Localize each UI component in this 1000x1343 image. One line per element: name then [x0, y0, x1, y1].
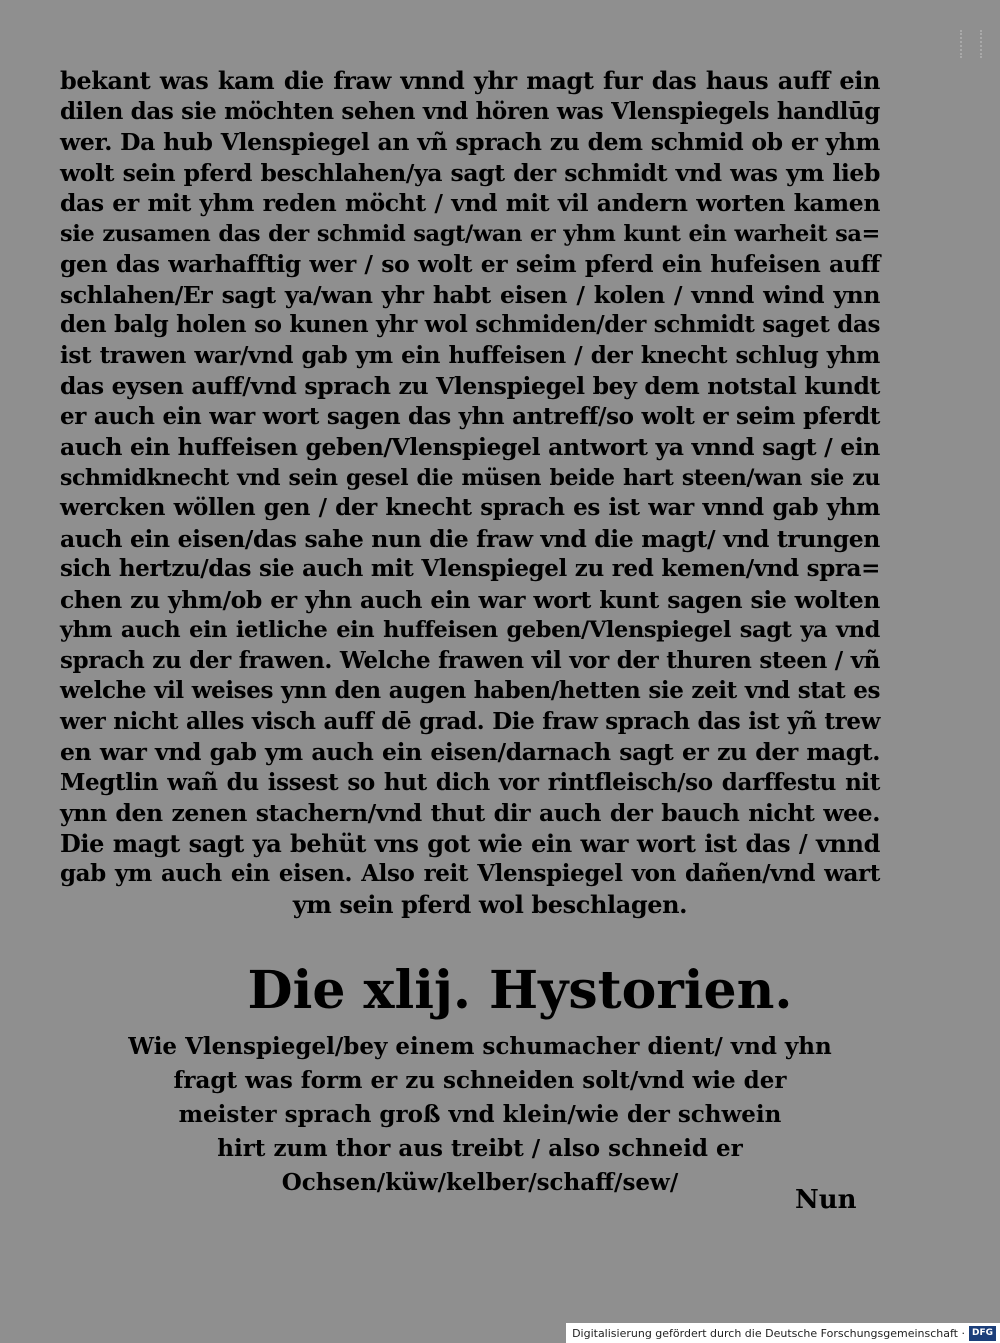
- footer-credit: Digitalisierung gefördert durch die Deutsche Forschungsgemeinschaft ·: [572, 1326, 965, 1340]
- digitization-footer: [566, 1323, 1000, 1343]
- summary-line: Wie Vlenspiegel/bey einem schumacher dient/ vnd yhn: [128, 1033, 832, 1060]
- text-line: sich hertzu/das sie auch mit Vlenspiegel zu red kemen/vnd spra=: [60, 555, 880, 582]
- chapter-heading: Die xlij. Hystorien.: [247, 960, 793, 1021]
- text-line: ynn den zenen stachern/vnd thut dir auch der bauch nicht wee.: [60, 799, 880, 827]
- text-line: er auch ein war wort sagen das yhn antreff/so wolt er seim pferdt: [60, 402, 880, 430]
- summary-line: Ochsen/küw/kelber/schaff/sew/: [281, 1169, 679, 1196]
- text-line: wercken wöllen gen / der knecht sprach es ist war vnnd gab yhm: [60, 494, 880, 521]
- text-line: gen das warhafftig wer / so wolt er seim pferd ein hufeisen auff: [60, 250, 880, 278]
- text-line: ist trawen war/vnd gab ym ein huffeisen / der knecht schlug yhm: [60, 341, 880, 369]
- summary-line: meister sprach groß vnd klein/wie der schwein: [178, 1101, 782, 1128]
- text-line: das eysen auff/vnd sprach zu Vlenspiegel bey dem notstal kundt: [60, 372, 880, 400]
- text-line: Megtlin wañ du issest so hut dich vor rintfleisch/so darffestu nit: [60, 768, 880, 796]
- text-line: bekant was kam die fraw vnnd yhr magt fur das haus auff ein: [60, 66, 880, 95]
- summary-line: fragt was form er zu schneiden solt/vnd wie der: [173, 1067, 787, 1094]
- text-line: wer nicht alles visch auff dē grad. Die fraw sprach das ist yñ trew: [60, 707, 880, 735]
- text-line: welche vil weises ynn den augen haben/hetten sie zeit vnd stat es: [60, 677, 880, 704]
- chapter-summary: [100, 1030, 860, 1200]
- dfg-logo-icon: DFG: [969, 1326, 996, 1341]
- text-line: Die magt sagt ya behüt vns got wie ein war wort ist das / vnnd: [60, 828, 880, 858]
- text-line: schmidknecht vnd sein gesel die müsen beide hart steen/wan sie zu: [60, 464, 880, 491]
- text-line: auch ein eisen/das sahe nun die fraw vnd die magt/ vnd trungen: [60, 524, 880, 553]
- text-line: sprach zu der frawen. Welche frawen vil vor der thuren steen / vñ: [60, 646, 880, 674]
- text-line: chen zu yhm/ob er yhn auch ein war wort kunt sagen sie wolten: [60, 585, 880, 614]
- text-line: dilen das sie möchten sehen vnd hören was Vlenspiegels handlūg: [60, 97, 880, 125]
- text-line: gab ym auch ein eisen. Also reit Vlenspiegel von dañen/vnd wart: [60, 860, 880, 887]
- text-line: wolt sein pferd beschlahen/ya sagt der schmidt vnd was ym lieb: [60, 158, 880, 187]
- text-line: das er mit yhm reden möcht / vnd mit vil andern worten kamen: [60, 189, 880, 217]
- text-line-final: ym sein pferd wol beschlagen.: [292, 889, 688, 919]
- text-line: schlahen/Er sagt ya/wan yhr habt eisen / kolen / vnnd wind ynn: [60, 280, 880, 309]
- text-line: en war vnd gab ym auch ein eisen/darnach sagt er zu der magt.: [60, 738, 880, 766]
- text-line: den balg holen so kunen yhr wol schmiden/der schmidt saget das: [60, 311, 880, 338]
- page-corner-mark: [960, 30, 982, 58]
- text-line: yhm auch ein ietliche ein huffeisen geben/Vlenspiegel sagt ya vnd: [60, 617, 880, 643]
- summary-line: hirt zum thor aus treibt / also schneid er: [217, 1135, 743, 1162]
- text-line: wer. Da hub Vlenspiegel an vñ sprach zu dem schmid ob er yhm: [60, 128, 880, 156]
- catchword: Nun: [795, 1185, 857, 1215]
- text-line: auch ein huffeisen geben/Vlenspiegel antwort ya vnnd sagt / ein: [60, 433, 880, 461]
- text-line: sie zusamen das der schmid sagt/wan er yhm kunt ein warheit sa=: [60, 220, 880, 247]
- body-text: [60, 66, 880, 920]
